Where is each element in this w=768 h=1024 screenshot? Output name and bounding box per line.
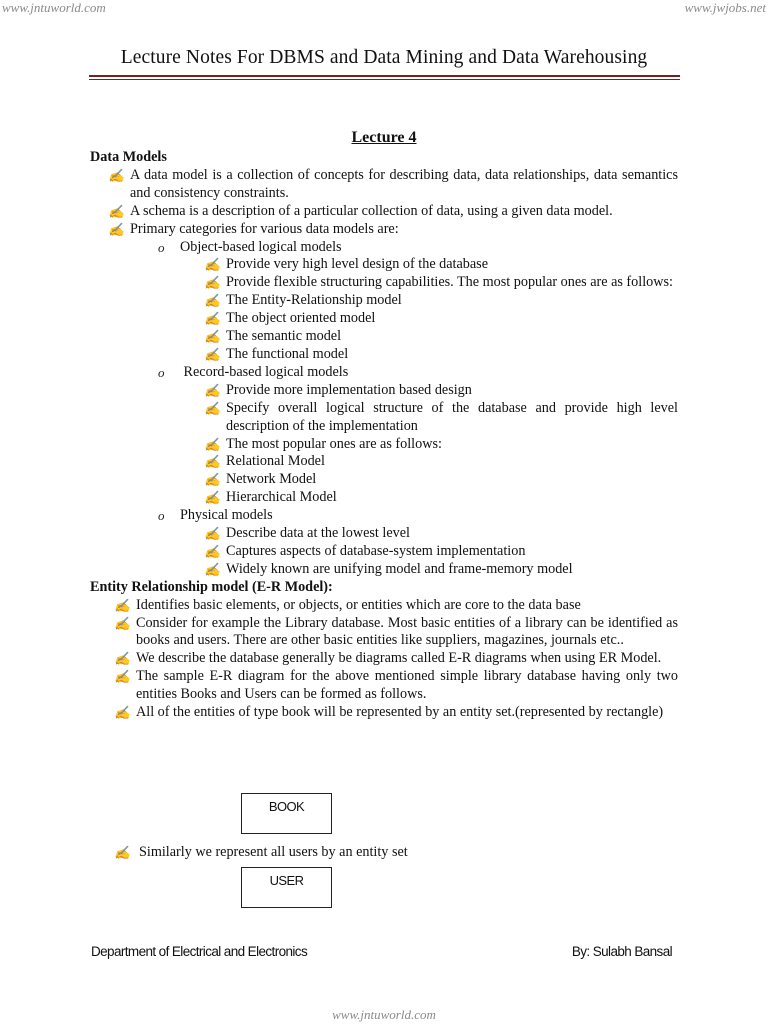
writing-hand-icon: ✍ bbox=[204, 293, 221, 309]
list-item bbox=[90, 274, 678, 292]
writing-hand-icon: ✍ bbox=[204, 472, 221, 488]
writing-hand-icon: ✍ bbox=[204, 275, 221, 291]
writing-hand-icon: ✍ bbox=[204, 382, 221, 398]
list-item-text: Relational Model bbox=[226, 453, 325, 470]
list-item-text: The Entity-Relationship model bbox=[226, 292, 402, 309]
category-name: Record-based logical models bbox=[180, 363, 349, 380]
list-item-text: The sample E-R diagram for the above mentioned simple library database having only two entities Books and Users can be formed as follows. bbox=[136, 668, 678, 703]
list-item bbox=[90, 668, 678, 704]
writing-hand-icon: ✍ bbox=[204, 346, 221, 362]
list-item bbox=[90, 256, 678, 274]
list-item bbox=[90, 704, 678, 722]
entity-book-box bbox=[241, 793, 332, 834]
header-rule-thin bbox=[89, 79, 680, 80]
list-item-text: The object oriented model bbox=[226, 310, 376, 327]
writing-hand-icon: ✍ bbox=[204, 436, 221, 452]
list-item bbox=[90, 453, 678, 471]
entity-user-label: USER bbox=[269, 873, 304, 888]
list-item-text: Specify overall logical structure of the database and provide high level description of the implementation bbox=[226, 399, 678, 434]
writing-hand-icon: ✍ bbox=[204, 329, 221, 345]
list-item-text: The most popular ones are as follows: bbox=[226, 435, 442, 452]
list-item-text: Provide very high level design of the database bbox=[226, 256, 488, 273]
page-content bbox=[90, 149, 678, 722]
footer-author: By: Sulabh Bansal bbox=[571, 944, 672, 959]
list-item-text: Network Model bbox=[226, 471, 317, 488]
list-item-text: The functional model bbox=[226, 345, 349, 362]
watermark-top-left: www.jntuworld.com bbox=[2, 0, 106, 15]
category-record-based bbox=[90, 364, 678, 382]
list-item-text: A data model is a collection of concepts for describing data, data relationships, data semantics and consistency constraints. bbox=[130, 166, 678, 201]
writing-hand-icon: ✍ bbox=[204, 490, 221, 506]
list-item-text: Hierarchical Model bbox=[226, 489, 337, 506]
writing-hand-icon: ✍ bbox=[204, 543, 221, 559]
list-item bbox=[90, 471, 678, 489]
section-heading-er-model: Entity Relationship model (E-R Model): bbox=[90, 578, 333, 595]
list-item-text: A schema is a description of a particular collection of data, using a given data model. bbox=[130, 202, 613, 219]
list-item bbox=[90, 310, 678, 328]
writing-hand-icon: ✍ bbox=[204, 526, 221, 542]
list-item bbox=[90, 489, 678, 507]
writing-hand-icon: ✍ bbox=[114, 705, 131, 721]
watermark-bottom: www.jntuworld.com bbox=[332, 1007, 436, 1022]
list-item-text: All of the entities of type book will be represented by an entity set.(represented by rectangle) bbox=[136, 704, 664, 721]
writing-hand-icon: ✍ bbox=[204, 311, 221, 327]
list-item-text: The semantic model bbox=[226, 328, 342, 345]
list-item-text: Captures aspects of database-system implementation bbox=[226, 542, 526, 559]
header-title: Lecture Notes For DBMS and Data Mining and Data Warehousing bbox=[120, 47, 648, 68]
writing-hand-icon: ✍ bbox=[108, 221, 125, 237]
list-item bbox=[90, 597, 678, 615]
lecture-title: Lecture 4 bbox=[351, 129, 417, 146]
category-name: Object-based logical models bbox=[180, 238, 342, 255]
writing-hand-icon: ✍ bbox=[114, 597, 131, 613]
list-item bbox=[90, 292, 678, 310]
list-item bbox=[90, 382, 678, 400]
writing-hand-icon: ✍ bbox=[114, 651, 131, 667]
list-item bbox=[90, 615, 678, 651]
list-item bbox=[90, 328, 678, 346]
similar-users-item bbox=[90, 844, 678, 862]
list-item bbox=[90, 167, 678, 203]
list-item bbox=[90, 400, 678, 436]
writing-hand-icon: ✍ bbox=[114, 615, 131, 631]
writing-hand-icon: ✍ bbox=[204, 561, 221, 577]
list-item bbox=[90, 346, 678, 364]
list-item bbox=[90, 844, 678, 862]
writing-hand-icon: ✍ bbox=[204, 400, 221, 416]
list-item bbox=[90, 650, 678, 668]
circle-bullet-icon: o bbox=[158, 364, 165, 380]
list-item-text: Provide more implementation based design bbox=[226, 381, 472, 398]
list-item-text: Similarly we represent all users by an entity set bbox=[139, 844, 408, 860]
writing-hand-icon: ✍ bbox=[204, 257, 221, 273]
list-item-text: We describe the database generally be diagrams called E-R diagrams when using ER Model. bbox=[136, 650, 662, 667]
category-name: Physical models bbox=[180, 507, 273, 524]
writing-hand-icon: ✍ bbox=[108, 167, 125, 183]
writing-hand-icon: ✍ bbox=[114, 669, 131, 685]
list-item-text: Consider for example the Library database. Most basic entities of a library can be identified as books and users. There are other basic entities like suppliers, magazines, journals etc.. bbox=[136, 614, 678, 649]
section-heading-data-models: Data Models bbox=[90, 149, 167, 165]
writing-hand-icon: ✍ bbox=[114, 845, 131, 860]
list-item bbox=[90, 525, 678, 543]
footer-department: Department of Electrical and Electronics bbox=[91, 944, 308, 959]
list-item-text: Describe data at the lowest level bbox=[226, 525, 410, 542]
list-item-text: Widely known are unifying model and frame-memory model bbox=[226, 560, 573, 577]
writing-hand-icon: ✍ bbox=[108, 203, 125, 219]
list-item-text: Primary categories for various data models are: bbox=[130, 220, 399, 237]
circle-bullet-icon: o bbox=[158, 239, 165, 255]
list-item bbox=[90, 436, 678, 454]
list-item bbox=[90, 221, 678, 239]
header-rule-thick bbox=[89, 75, 680, 77]
entity-user-box bbox=[241, 867, 332, 908]
list-item-text: Provide flexible structuring capabilities. The most popular ones are as follows: bbox=[226, 274, 673, 291]
entity-book-label: BOOK bbox=[268, 799, 305, 814]
watermark-top-right: www.jwjobs.net bbox=[684, 0, 766, 15]
list-item bbox=[90, 203, 678, 221]
category-physical bbox=[90, 507, 678, 525]
list-item bbox=[90, 561, 678, 579]
category-object-based bbox=[90, 239, 678, 257]
list-item-text: Identifies basic elements, or objects, or entities which are core to the data base bbox=[136, 596, 581, 613]
list-item bbox=[90, 543, 678, 561]
circle-bullet-icon: o bbox=[158, 508, 165, 524]
writing-hand-icon: ✍ bbox=[204, 454, 221, 470]
